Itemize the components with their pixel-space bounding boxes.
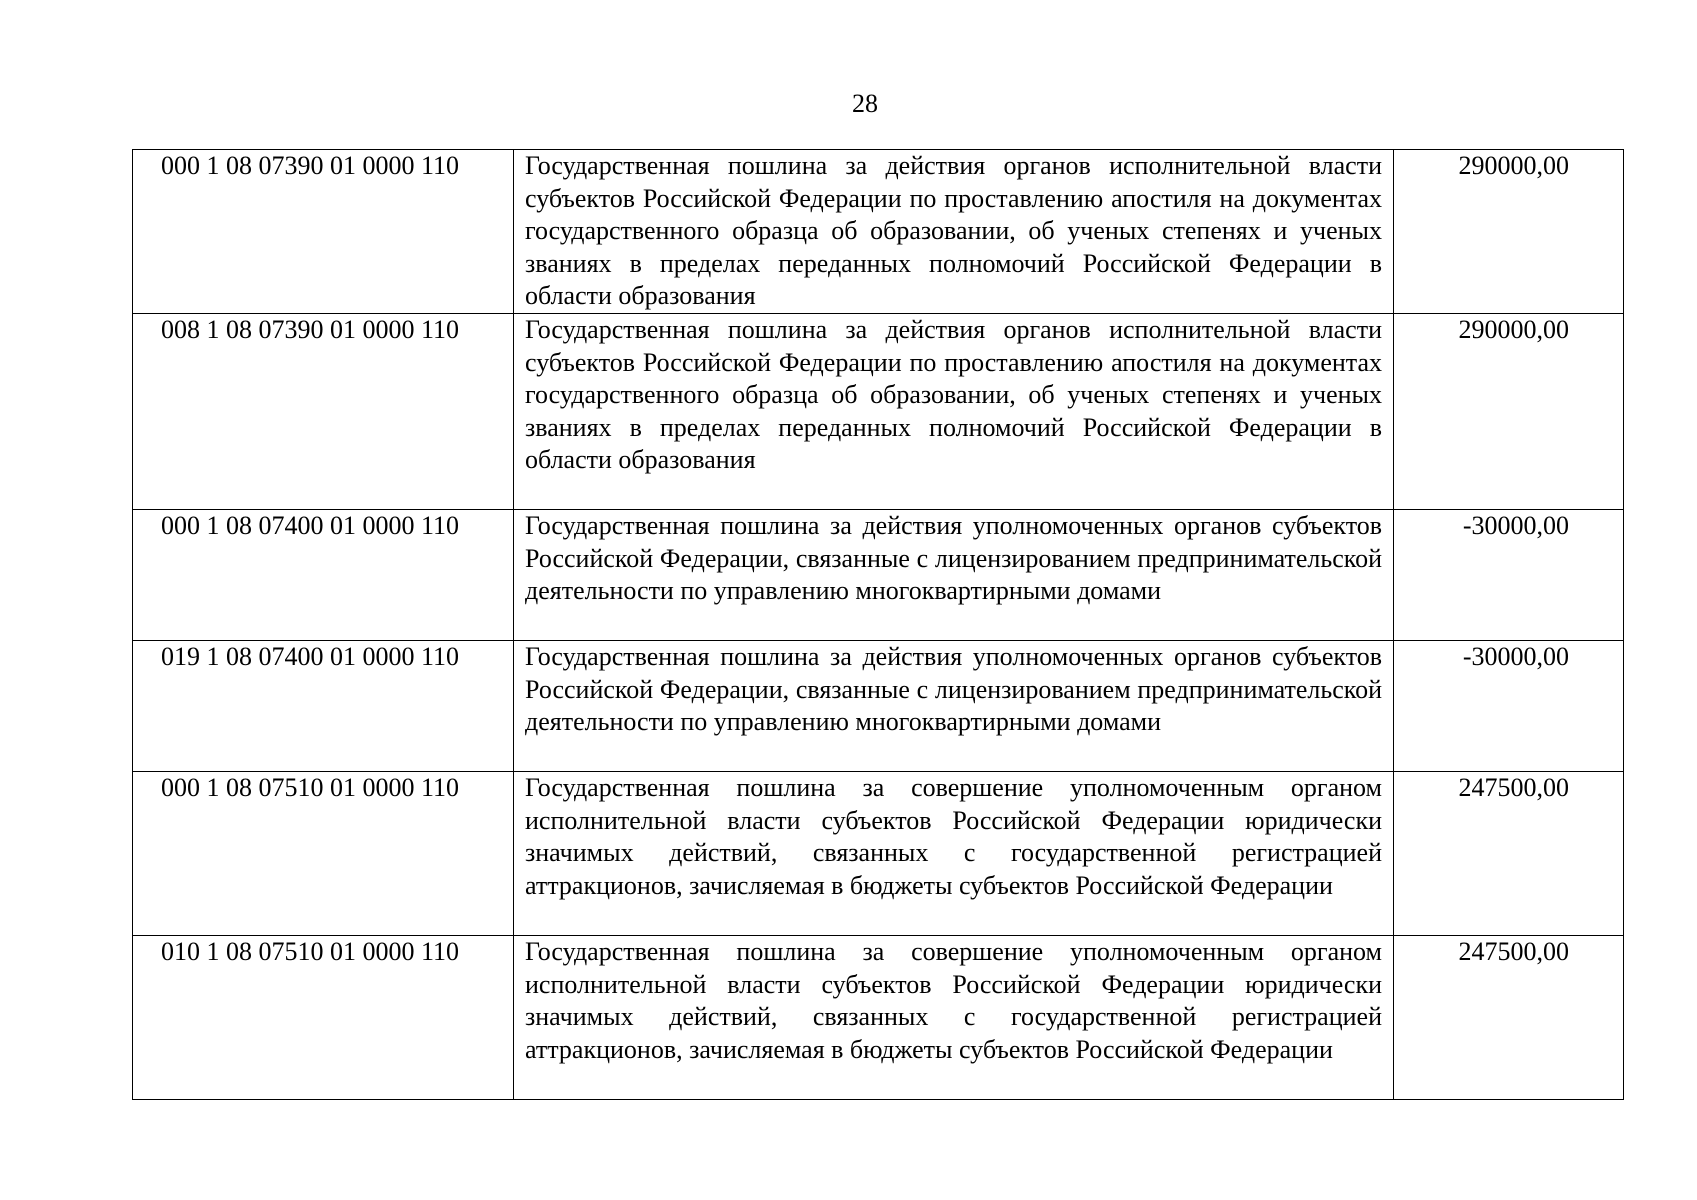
amount-cell: -30000,00	[1394, 509, 1624, 640]
table-row	[133, 640, 1624, 771]
table-row	[133, 771, 1624, 935]
description-cell: Государственная пошлина за действия уполномоченных органов субъектов Российской Федерации, связанные с лицензированием предпринимательской деятельности по управлению многоквартирными домами	[514, 509, 1394, 640]
budget-code-cell: 000 1 08 07400 01 0000 110	[133, 509, 514, 640]
amount-cell: 290000,00	[1394, 313, 1624, 509]
description-cell: Государственная пошлина за действия органов исполнительной власти субъектов Российской Федерации по проставлению апостиля на документах государственного образца об образовании, об ученых степенях и ученых званиях в пределах переданных полномочий Российской Федерации в области образования	[514, 150, 1394, 314]
table-row	[133, 509, 1624, 640]
amount-cell: 290000,00	[1394, 150, 1624, 314]
budget-code-cell: 000 1 08 07390 01 0000 110	[133, 150, 514, 314]
budget-code-cell: 008 1 08 07390 01 0000 110	[133, 313, 514, 509]
budget-code-cell: 019 1 08 07400 01 0000 110	[133, 640, 514, 771]
page-number: 28	[852, 89, 878, 118]
budget-revenue-table	[132, 149, 1624, 1100]
description-cell: Государственная пошлина за совершение уполномоченным органом исполнительной власти субъектов Российской Федерации юридически значимых действий, связанных с государственной регистрацией аттракционов, зачисляемая в бюджеты субъектов Российской Федерации	[514, 935, 1394, 1099]
amount-cell: -30000,00	[1394, 640, 1624, 771]
amount-cell: 247500,00	[1394, 935, 1624, 1099]
budget-code-cell: 010 1 08 07510 01 0000 110	[133, 935, 514, 1099]
table-row	[133, 150, 1624, 314]
table-row	[133, 313, 1624, 509]
amount-cell: 247500,00	[1394, 771, 1624, 935]
description-cell: Государственная пошлина за действия органов исполнительной власти субъектов Российской Федерации по проставлению апостиля на документах государственного образца об образовании, об ученых степенях и ученых званиях в пределах переданных полномочий Российской Федерации в области образования	[514, 313, 1394, 509]
budget-code-cell: 000 1 08 07510 01 0000 110	[133, 771, 514, 935]
description-cell: Государственная пошлина за совершение уполномоченным органом исполнительной власти субъектов Российской Федерации юридически значимых действий, связанных с государственной регистрацией аттракционов, зачисляемая в бюджеты субъектов Российской Федерации	[514, 771, 1394, 935]
table-row	[133, 935, 1624, 1099]
description-cell: Государственная пошлина за действия уполномоченных органов субъектов Российской Федерации, связанные с лицензированием предпринимательской деятельности по управлению многоквартирными домами	[514, 640, 1394, 771]
